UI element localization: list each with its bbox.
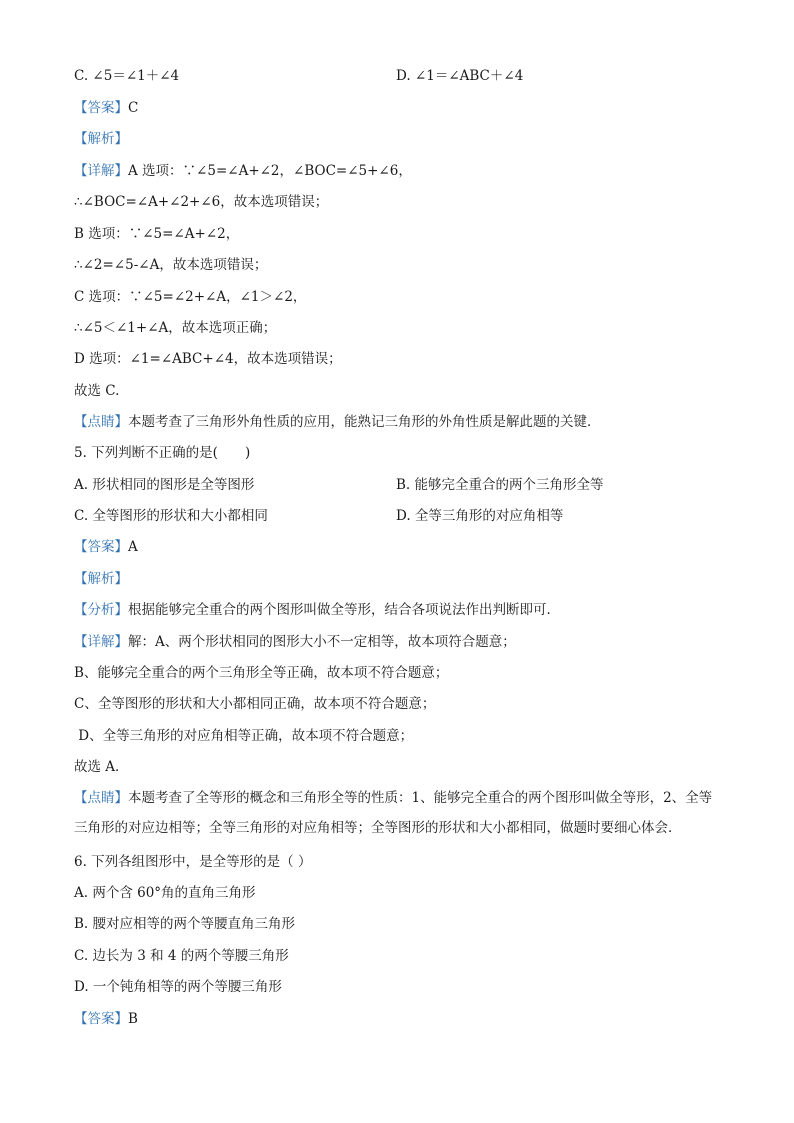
q5-line: D、全等三角形的对应角相等正确，故本项不符合题意；: [74, 728, 414, 744]
q5-fenxi: [74, 601, 560, 619]
comment-tag: 【点睛】: [74, 414, 128, 430]
q5-line: B、能够完全重合的两个三角形全等正确，故本项不符合题意；: [74, 665, 449, 681]
q4-option-c: C. ∠5＝∠1＋∠4: [74, 68, 180, 84]
detail-tag: 【详解】: [74, 163, 128, 179]
q6-answer: [74, 1010, 138, 1028]
answer-value: A: [128, 539, 138, 555]
fenxi-text: 根据能够完全重合的两个图形叫做全等形，结合各项说法作出判断即可．: [128, 602, 560, 618]
q5-stem: 5. 下列判断不正确的是( ): [74, 445, 251, 461]
q4-detail: [74, 162, 412, 180]
q6-option-b: B. 腰对应相等的两个等腰直角三角形: [74, 916, 296, 932]
comment-text: 本题考查了三角形外角性质的应用，能熟记三角形的外角性质是解此题的关键．: [128, 414, 601, 430]
detail-line: A 选项：∵∠5=∠A+∠2，∠BOC=∠5+∠6，: [128, 163, 412, 179]
q5-option-a: A. 形状相同的图形是全等图形: [74, 477, 255, 493]
answer-tag: 【答案】: [74, 539, 128, 555]
answer-value: B: [128, 1011, 138, 1027]
q5-answer: [74, 538, 138, 556]
q4-line: ∴∠5＜∠1+∠A，故本选项正确；: [74, 320, 277, 336]
q5-line: C、全等图形的形状和大小都相同正确，故本项不符合题意；: [74, 696, 436, 712]
comment-text: 本题考查了全等形的概念和三角形全等的性质：1、能够完全重合的两个图形叫做全等形，2、全等三角形的对应边相等；全等三角形的对应角相等；全等图形的形状和大小都相同，做题时要细心体会．: [74, 790, 713, 836]
comment-tag: 【点睛】: [74, 790, 128, 806]
fenxi-tag: 【分析】: [74, 602, 128, 618]
q4-analysis-heading: [74, 130, 128, 148]
analysis-tag: 【解析】: [74, 571, 128, 587]
q4-line: ∴∠2=∠5-∠A，故本选项错误；: [74, 257, 268, 273]
q6-option-c: C. 边长为 3 和 4 的两个等腰三角形: [74, 948, 289, 964]
q6-stem: 6. 下列各组图形中，是全等形的是（ ）: [74, 854, 312, 870]
q4-comment: [74, 413, 601, 431]
q4-line: ∴∠BOC=∠A+∠2+∠6，故本选项错误；: [74, 194, 329, 210]
q5-option-b: B. 能够完全重合的两个三角形全等: [396, 477, 604, 493]
q4-line: C 选项：∵∠5=∠2+∠A，∠1＞∠2，: [74, 289, 307, 305]
q5-analysis-heading: [74, 570, 128, 588]
q5-option-c: C. 全等图形的形状和大小都相同: [74, 508, 268, 524]
q4-conclusion: 故选 C.: [74, 383, 120, 399]
q6-option-a: A. 两个含 60°角的直角三角形: [74, 885, 256, 901]
answer-value: C: [128, 100, 139, 116]
answer-tag: 【答案】: [74, 1011, 128, 1027]
q6-option-d: D. 一个钝角相等的两个等腰三角形: [74, 979, 282, 995]
q5-detail: [74, 633, 516, 651]
detail-line: 解：A、两个形状相同的图形大小不一定相等，故本项符合题意；: [128, 634, 516, 650]
q5-comment: [74, 783, 724, 843]
detail-tag: 【详解】: [74, 634, 128, 650]
q4-answer: [74, 99, 138, 117]
analysis-tag: 【解析】: [74, 131, 128, 147]
q4-line: D 选项：∠1=∠ABC+∠4，故本选项错误；: [74, 351, 342, 367]
q5-conclusion: 故选 A．: [74, 759, 129, 775]
q5-option-d: D. 全等三角形的对应角相等: [396, 508, 564, 524]
q4-line: B 选项：∵∠5=∠A+∠2，: [74, 226, 240, 242]
q4-option-d: D. ∠1＝∠ABC＋∠4: [396, 68, 524, 84]
answer-tag: 【答案】: [74, 100, 128, 116]
